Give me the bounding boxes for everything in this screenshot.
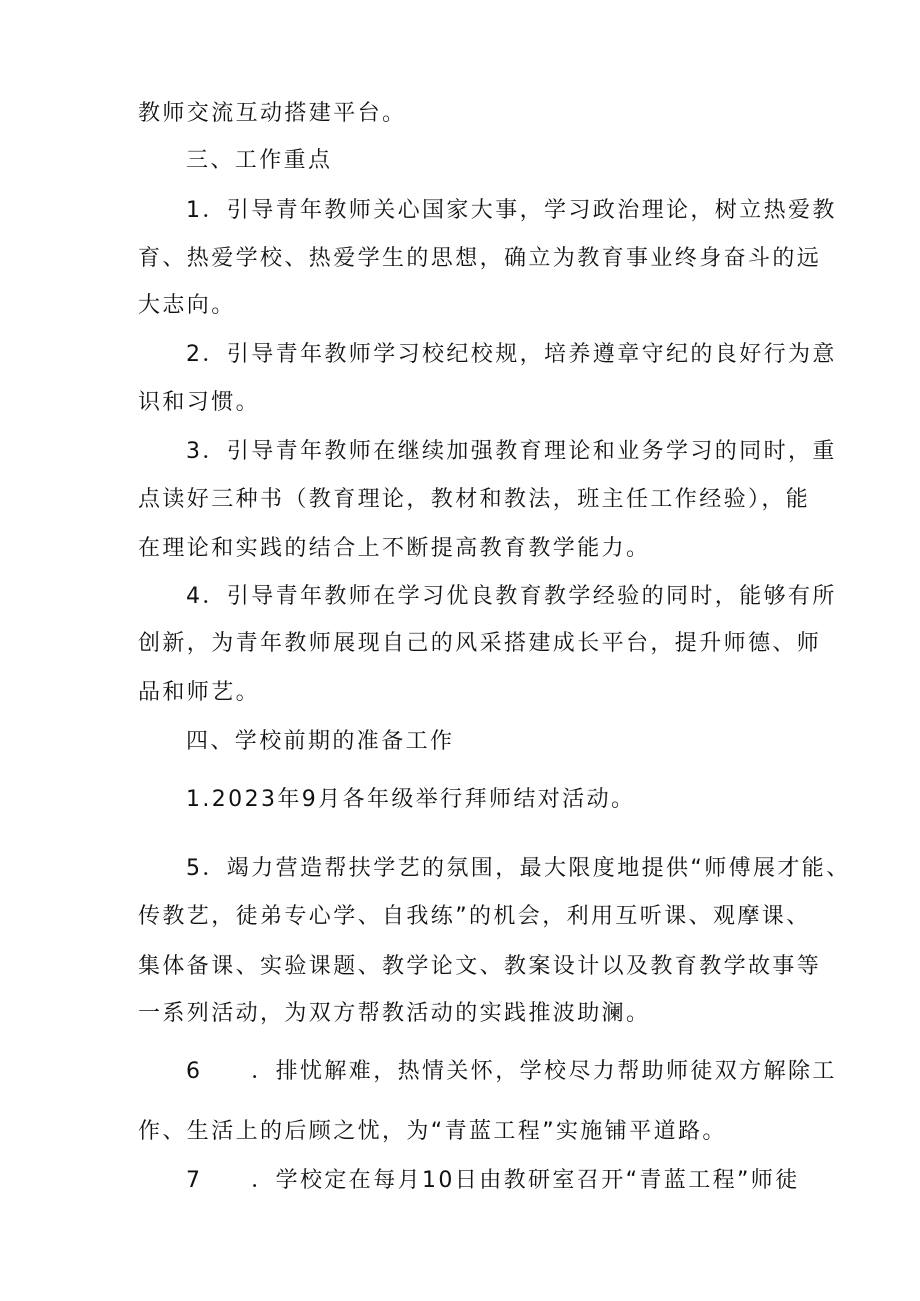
text-line: 品和师艺。 xyxy=(138,680,261,705)
text-line: 创新，为青年教师展现自己的风采搭建成长平台，提升师德、师 xyxy=(138,631,822,656)
text-line: 1．引导青年教师关心国家大事，学习政治理论，树立热爱教 xyxy=(186,198,837,223)
text-line: 集体备课、实验课题、教学论文、教案设计以及教育教学故事等 xyxy=(138,954,822,979)
text-line: 识和习惯。 xyxy=(138,390,261,415)
text-line: 6 ．排忧解难，热情关怀，学校尽力帮助师徒双方解除工 xyxy=(186,1059,837,1084)
section-heading: 三、工作重点 xyxy=(186,148,333,173)
text-line: 点读好三种书（教育理论，教材和教法，班主任工作经验），能 xyxy=(138,487,811,512)
section-heading: 四、学校前期的准备工作 xyxy=(186,729,455,754)
text-line: 1.2023年9月各年级举行拜师结对活动。 xyxy=(186,787,636,812)
text-line: 2．引导青年教师学习校纪校规，培养遵章守纪的良好行为意 xyxy=(186,342,837,367)
text-line: 3．引导青年教师在继续加强教育理论和业务学习的同时，重 xyxy=(186,439,837,464)
text-line: 传教艺，徒弟专心学、自我练”的机会，利用互听课、观摩课、 xyxy=(138,904,811,929)
text-line: 作、生活上的后顾之忧，为“青蓝工程”实施铺平道路。 xyxy=(138,1119,727,1144)
text-line: 大志向。 xyxy=(138,293,236,318)
text-line: 5．竭力营造帮扶学艺的氛围，最大限度地提供“师傅展才能、 xyxy=(186,856,851,881)
text-line: 在理论和实践的结合上不断提高教育教学能力。 xyxy=(138,536,651,561)
text-line: 7 ．学校定在每月10日由教研室召开“青蓝工程”师徒 xyxy=(186,1168,800,1193)
text-line: 育、热爱学校、热爱学生的思想，确立为教育事业终身奋斗的远 xyxy=(138,246,822,271)
text-line: 一系列活动，为双方帮教活动的实践推波助澜。 xyxy=(138,1001,651,1026)
text-line: 教师交流互动搭建平台。 xyxy=(138,101,407,126)
text-line: 4．引导青年教师在学习优良教育教学经验的同时，能够有所 xyxy=(186,584,837,609)
